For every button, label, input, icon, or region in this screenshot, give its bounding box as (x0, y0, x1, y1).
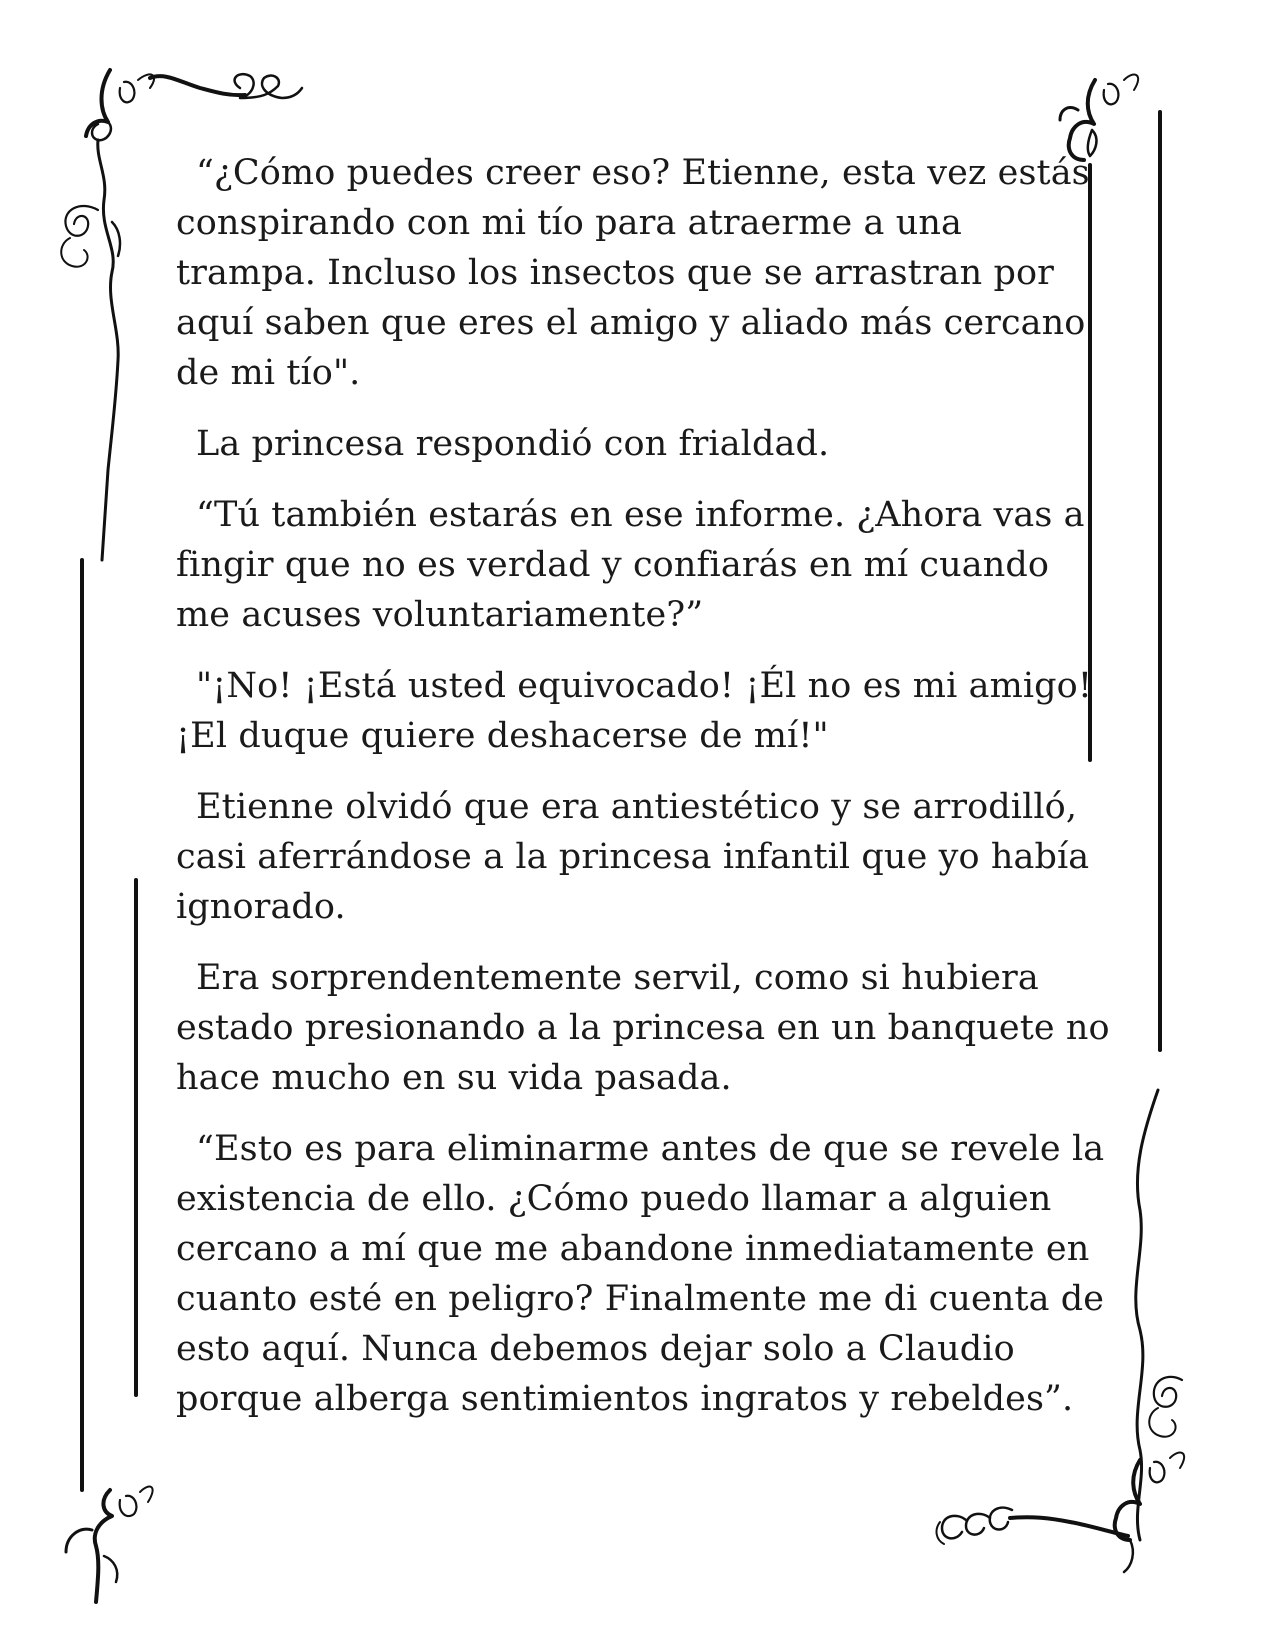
paragraph-7: “Esto es para eliminarme antes de que se revele la existencia de ello. ¿Cómo puedo llamar a alguien cercano a mí que me abandone inmediatamente en cuanto esté en peligro? Finalmente me di cuenta de esto aquí. Nunca debemos dejar solo a Claudio porque alberga sentimientos ingratos y rebeldes”. (176, 1129, 1105, 1419)
paragraph-6: Era sorprendentemente servil, como si hubiera estado presionando a la princesa en un banquete no hace mucho en su vida pasada. (176, 958, 1110, 1098)
paragraph-1: “¿Cómo puedes creer eso? Etienne, esta vez estás conspirando con mi tío para atraerme a una trampa. Incluso los insectos que se arrastran por aquí saben que eres el amigo y aliado más cercano de mi tío". (176, 153, 1090, 393)
paragraph-4: "¡No! ¡Está usted equivocado! ¡Él no es mi amigo! ¡El duque quiere deshacerse de mí!" (176, 666, 1092, 756)
paragraph-3: “Tú también estarás en ese informe. ¿Ahora vas a fingir que no es verdad y confiarás en mí cuando me acuses voluntariamente?” (176, 495, 1085, 635)
story-text (176, 148, 1111, 1445)
paragraph-5: Etienne olvidó que era antiestético y se arrodilló, casi aferrándose a la princesa infantil que yo había ignorado. (176, 787, 1090, 927)
paragraph-2: La princesa respondió con frialdad. (196, 424, 830, 464)
bottom-left-flourish-icon (66, 1487, 153, 1602)
